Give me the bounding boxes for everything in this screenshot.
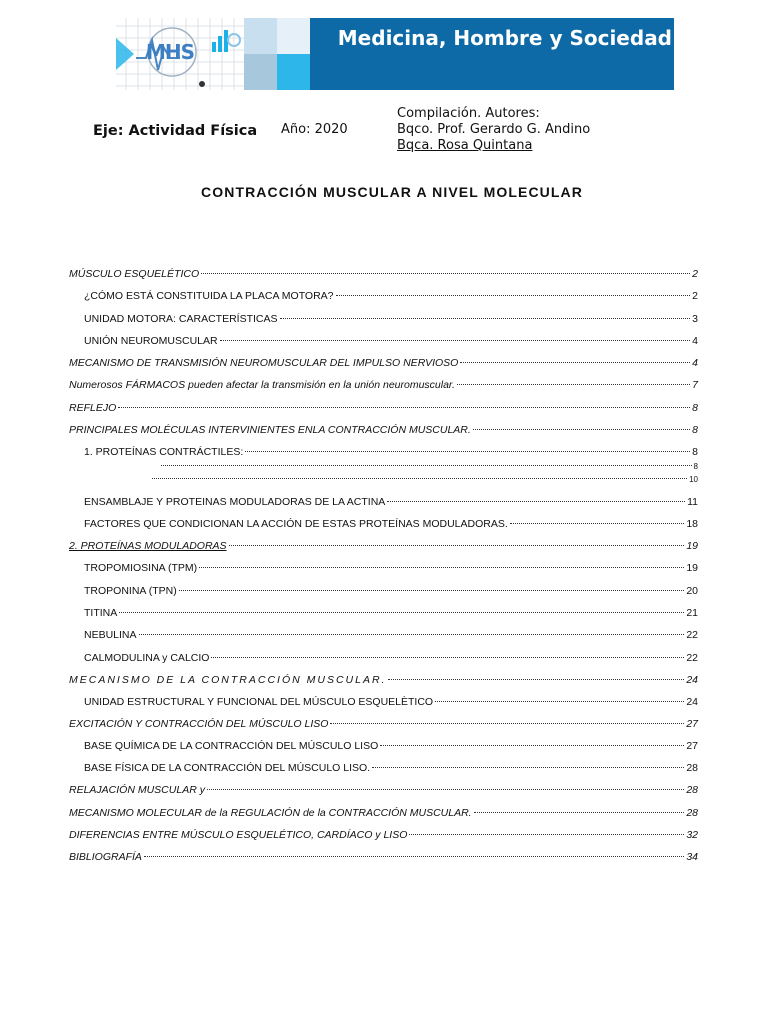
journal-title: Medicina, Hombre y Sociedad [337, 26, 672, 50]
toc-entry[interactable] [69, 266, 698, 282]
toc-entry[interactable] [84, 444, 698, 460]
mhs-logo-text: MHS [146, 40, 195, 64]
author-2: Bqca. Rosa Quintana [397, 138, 533, 153]
toc-entry-label: CALMODULINA y CALCIO [84, 652, 210, 664]
toc-entry-page: 24 [686, 696, 698, 708]
toc-entry-page: 3 [692, 313, 698, 325]
toc-entry-label: MECANISMO DE LA CONTRACCIÓN MUSCULAR. [69, 674, 387, 686]
toc-entry-label: MECANISMO DE TRANSMISIÓN NEUROMUSCULAR DEL IMPULSO NERVIOSO [69, 357, 459, 369]
year-label: Año: 2020 [281, 122, 348, 137]
toc-entry[interactable] [69, 782, 698, 798]
toc-entry-page: 28 [686, 807, 698, 819]
toc-entry[interactable] [84, 494, 698, 510]
toc-entry-label: BASE QUÍMICA DE LA CONTRACCIÓN DEL MÚSCULO LISO [84, 740, 379, 752]
toc-entry[interactable] [69, 538, 698, 554]
eje-label: Eje: Actividad Física [93, 123, 258, 139]
toc-entry-label: BASE FÍSICA DE LA CONTRACCIÓN DEL MÚSCULO LISO. [84, 762, 371, 774]
toc-entry-label: EXCITACIÓN Y CONTRACCIÓN DEL MÚSCULO LISO [69, 718, 329, 730]
toc-entry-label: 2. PROTEÍNAS MODULADORAS [69, 540, 227, 552]
toc-entry-page: 21 [686, 607, 698, 619]
toc-entry[interactable] [69, 355, 698, 371]
toc-entry-page: 32 [686, 829, 698, 841]
toc-entry-page: 10 [689, 475, 698, 484]
toc-entry-page: 4 [692, 335, 698, 347]
toc-entry-label: Numerosos FÁRMACOS pueden afectar la transmisión en la unión neuromuscular. [69, 379, 455, 391]
toc-entry-page: 8 [692, 424, 698, 436]
toc-entry-label: RELAJACIÓN MUSCULAR y [69, 784, 205, 796]
toc-entry-page: 7 [692, 379, 698, 391]
toc-entry[interactable] [69, 672, 698, 688]
toc-entry-label: BIBLIOGRAFÍA [69, 851, 142, 863]
toc-entry[interactable] [69, 400, 698, 416]
toc-entry-page: 28 [686, 762, 698, 774]
toc-entry-label: UNIDAD MOTORA: CARACTERÍSTICAS [84, 313, 278, 325]
toc-entry-page: 24 [686, 674, 698, 686]
toc-entry-page: 19 [686, 540, 698, 552]
toc-entry-page: 22 [686, 629, 698, 641]
toc-entry-label: ¿CÓMO ESTÁ CONSTITUIDA LA PLACA MOTORA? [84, 290, 334, 302]
toc-entry[interactable] [159, 462, 698, 472]
toc-entry[interactable] [84, 738, 698, 754]
toc-entry-page: 4 [692, 357, 698, 369]
toc-entry-page: 8 [692, 402, 698, 414]
header-banner [116, 18, 674, 90]
authors-block [397, 106, 590, 154]
toc-entry-label: REFLEJO [69, 402, 117, 414]
toc-entry-page: 2 [692, 290, 698, 302]
toc-entry[interactable] [84, 650, 698, 666]
toc-entry[interactable] [69, 716, 698, 732]
toc-entry-page: 20 [686, 585, 698, 597]
toc-entry-label: TITINA [84, 607, 118, 619]
toc-entry-label: MÚSCULO ESQUELÉTICO [69, 268, 200, 280]
toc-entry[interactable] [84, 583, 698, 599]
mhs-logo [116, 18, 244, 90]
toc-entry-page: 22 [686, 652, 698, 664]
toc-entry[interactable] [69, 377, 698, 393]
toc-entry-label: UNIÓN NEUROMUSCULAR [84, 335, 218, 347]
banner-title-bar [310, 18, 674, 90]
toc-entry[interactable] [84, 760, 698, 776]
toc-entry[interactable] [69, 422, 698, 438]
toc-entry-page: 8 [693, 462, 698, 471]
toc-entry-label: NEBULINA [84, 629, 137, 641]
toc-entry[interactable] [84, 627, 698, 643]
toc-entry[interactable] [84, 516, 698, 532]
toc-entry-page: 18 [686, 518, 698, 530]
toc-entry-label: ENSAMBLAJE Y PROTEINAS MODULADORAS DE LA ACTINA [84, 496, 386, 508]
toc-entry[interactable] [84, 288, 698, 304]
toc-entry[interactable] [84, 694, 698, 710]
toc-entry-label: FACTORES QUE CONDICIONAN LA ACCIÓN DE ESTAS PROTEÍNAS MODULADORAS. [84, 518, 508, 530]
toc-entry-label: PRINCIPALES MOLÉCULAS INTERVINIENTES ENLA CONTRACCIÓN MUSCULAR. [69, 424, 471, 436]
toc-entry[interactable] [84, 311, 698, 327]
toc-entry-label: DIFERENCIAS ENTRE MÚSCULO ESQUELÉTICO, CARDÍACO y LISO [69, 829, 408, 841]
toc-entry-label: UNIDAD ESTRUCTURAL Y FUNCIONAL DEL MÚSCULO ESQUELÈTICO [84, 696, 434, 708]
compilation-label: Compilación. Autores: [397, 106, 540, 121]
toc-entry-page: 28 [686, 784, 698, 796]
author-1: Bqco. Prof. Gerardo G. Andino [397, 122, 591, 137]
toc-entry[interactable] [84, 605, 698, 621]
toc-entry-label: TROPONINA (TPN) [84, 585, 177, 597]
toc-entry[interactable] [69, 827, 698, 843]
toc-entry-page: 2 [692, 268, 698, 280]
banner-decorative-squares [244, 18, 310, 90]
toc-entry-page: 34 [686, 851, 698, 863]
toc-entry[interactable] [84, 333, 698, 349]
toc-entry-label: TROPOMIOSINA (TPM) [84, 562, 198, 574]
toc-entry[interactable] [84, 560, 698, 576]
toc-entry-page: 27 [686, 740, 698, 752]
document-title: CONTRACCIÓN MUSCULAR A NIVEL MOLECULAR [201, 184, 583, 200]
toc-entry-page: 8 [692, 446, 698, 458]
toc-entry-page: 19 [686, 562, 698, 574]
toc-entry[interactable] [69, 849, 698, 865]
toc-entry-label: 1. PROTEÍNAS CONTRÁCTILES: [84, 446, 244, 458]
toc-entry[interactable] [69, 805, 698, 821]
toc-entry[interactable] [150, 475, 698, 485]
toc-entry-page: 11 [687, 496, 698, 508]
toc-entry-label: MECANISMO MOLECULAR de la REGULACIÓN de la CONTRACCIÓN MUSCULAR. [69, 807, 472, 819]
toc-entry-page: 27 [686, 718, 698, 730]
